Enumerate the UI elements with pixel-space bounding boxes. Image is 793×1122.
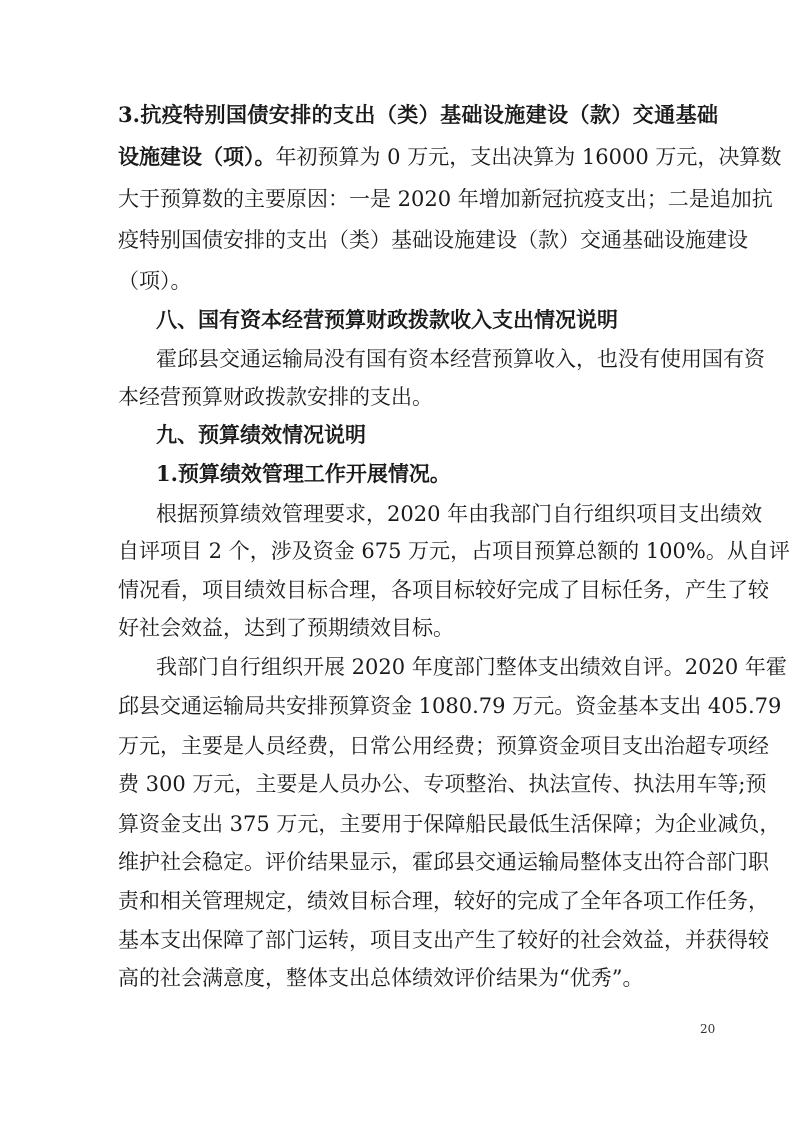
bold-text-segment: 3.抗疫特别国债安排的支出（类）基础设施建设（款）交通基础 <box>118 102 718 127</box>
text-line <box>118 226 748 254</box>
text-segment: 大于预算数的主要原因：一是 2020 年增加新冠抗疫支出；二是追加抗 <box>118 187 773 211</box>
text-segment: 费 300 万元，主要是人员办公、专项整治、执法宣传、执法用车等;预 <box>118 772 767 796</box>
text-line <box>118 101 718 129</box>
text-line <box>118 576 769 604</box>
text-segment: 霍邱县交通运输局没有国有资本经营预算收入，也没有使用国有资 <box>156 347 765 371</box>
bold-text-segment: 九、预算绩效情况说明 <box>156 422 366 447</box>
text-line <box>118 926 769 954</box>
text-line <box>156 460 718 488</box>
bold-text-segment: 设施建设（项）。 <box>118 144 276 169</box>
text-segment: 万元，主要是人员经费，日常公用经费；预算资金项目支出治超专项经 <box>118 734 769 758</box>
text-line <box>118 383 718 411</box>
text-segment: 情况看，项目绩效目标合理，各项目标较好完成了目标任务，产生了较 <box>118 578 769 602</box>
text-line <box>156 653 787 681</box>
text-segment: 根据预算绩效管理要求，2020 年由我部门自行组织项目支出绩效 <box>156 502 763 526</box>
text-segment: 疫特别国债安排的支出（类）基础设施建设（款）交通基础设施建设 <box>118 228 748 252</box>
text-line <box>118 537 790 565</box>
text-line <box>156 500 763 528</box>
text-line <box>118 732 769 760</box>
text-line <box>156 421 718 449</box>
text-segment: 年初预算为 0 万元，支出决算为 16000 万元，决算数 <box>275 145 782 169</box>
text-segment: 算资金支出 375 万元，主要用于保障船民最低生活保障；为企业减负， <box>118 812 781 836</box>
text-line <box>118 692 782 720</box>
text-line <box>118 887 769 915</box>
text-line <box>156 345 765 373</box>
text-line <box>118 143 782 171</box>
text-segment: 责和相关管理规定，绩效目标合理，较好的完成了全年各项工作任务， <box>118 889 769 913</box>
text-segment: 维护社会稳定。评价结果显示，霍邱县交通运输局整体支出符合部门职 <box>118 850 769 874</box>
text-segment: 基本支出保障了部门运转，项目支出产生了较好的社会效益，并获得较 <box>118 928 769 952</box>
text-segment: 高的社会满意度，整体支出总体绩效评价结果为“优秀”。 <box>118 966 644 990</box>
text-segment: 好社会效益，达到了预期绩效目标。 <box>118 616 454 640</box>
text-line <box>118 848 769 876</box>
text-line <box>118 770 767 798</box>
text-line <box>118 614 718 642</box>
text-segment: 邱县交通运输局共安排预算资金 1080.79 万元。资金基本支出 405.79 <box>118 694 782 718</box>
text-segment: （项）。 <box>118 269 192 293</box>
text-line <box>118 810 781 838</box>
bold-text-segment: 八、国有资本经营预算财政拨款收入支出情况说明 <box>156 307 618 332</box>
bold-text-segment: 1.预算绩效管理工作开展情况。 <box>156 461 451 486</box>
text-line <box>156 306 718 334</box>
text-segment: 自评项目 2 个，涉及资金 675 万元，占项目预算总额的 100%。从自评 <box>118 539 790 563</box>
text-line <box>118 964 718 992</box>
page-number: 20 <box>700 1022 716 1036</box>
text-segment: 我部门自行组织开展 2020 年度部门整体支出绩效自评。2020 年霍 <box>156 655 787 679</box>
text-line <box>118 185 773 213</box>
text-line <box>118 267 718 295</box>
text-segment: 本经营预算财政拨款安排的支出。 <box>118 385 433 409</box>
